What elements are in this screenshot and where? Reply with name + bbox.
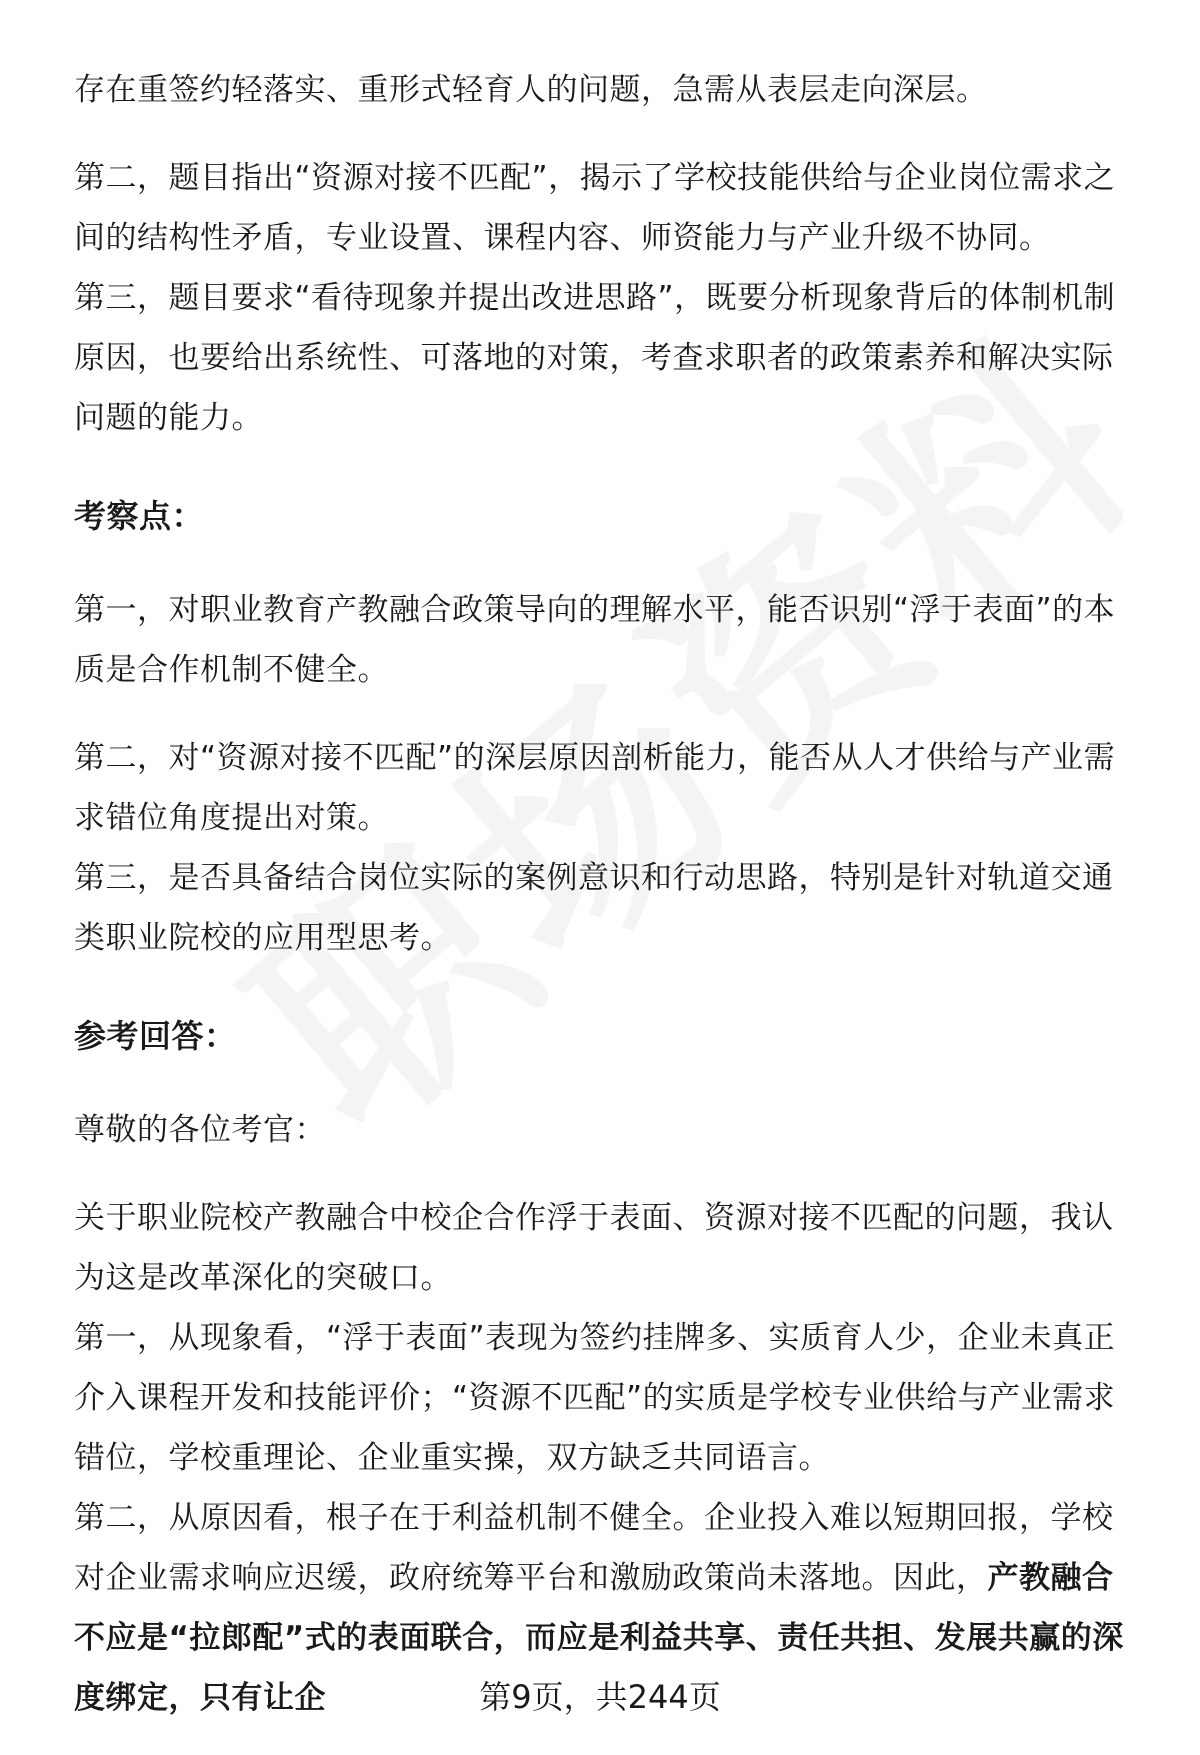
intro-paragraph-2: 第二，题目指出“资源对接不匹配”，揭示了学校技能供给与企业岗位需求之间的结构性矛盾，专业设置、课程内容、师资能力与产业升级不协同。: [74, 160, 1116, 256]
answer-paragraph-3-text: 第二，从原因看，根子在于利益机制不健全。企业投入难以短期回报，学校对企业需求响应迟缓，政府统筹平台和激励政策尚未落地。因此，: [74, 1500, 1114, 1596]
answer-paragraph-3-bold-text: 产教融合不应是“拉郎配”式的表面联合，而应是利益共享、责任共担、发展共赢的深度绑定，只有让企: [74, 1560, 1124, 1716]
section-heading-points: 考察点：: [74, 497, 205, 535]
page-number-footer: 第9页，共244页: [479, 1678, 721, 1716]
section-heading-answer: 参考回答：: [74, 1017, 237, 1055]
answer-greeting: 尊敬的各位考官：: [74, 1112, 326, 1148]
intro-paragraph-1: 存在重签约轻落实、重形式轻育人的问题，急需从表层走向深层。: [74, 72, 988, 108]
answer-paragraph-1: 关于职业院校产教融合中校企合作浮于表面、资源对接不匹配的问题，我认为这是改革深化的突破口。: [74, 1200, 1114, 1296]
document-body: [74, 60, 1140, 1728]
points-paragraph-1: 第一，对职业教育产教融合政策导向的理解水平，能否识别“浮于表面”的本质是合作机制不健全。: [74, 592, 1116, 688]
answer-paragraph-2: 第一，从现象看，“浮于表面”表现为签约挂牌多、实质育人少，企业未真正介入课程开发和技能评价；“资源不匹配”的实质是学校专业供给与产业需求错位，学校重理论、企业重实操，双方缺乏共同语言。: [74, 1320, 1116, 1476]
intro-paragraph-3: 第三，题目要求“看待现象并提出改进思路”，既要分析现象背后的体制机制原因，也要给出系统性、可落地的对策，考查求职者的政策素养和解决实际问题的能力。: [74, 280, 1116, 436]
points-paragraph-2: 第二，对“资源对接不匹配”的深层原因剖析能力，能否从人才供给与产业需求错位角度提出对策。: [74, 740, 1116, 836]
points-paragraph-3: 第三，是否具备结合岗位实际的案例意识和行动思路，特别是针对轨道交通类职业院校的应用型思考。: [74, 860, 1114, 956]
